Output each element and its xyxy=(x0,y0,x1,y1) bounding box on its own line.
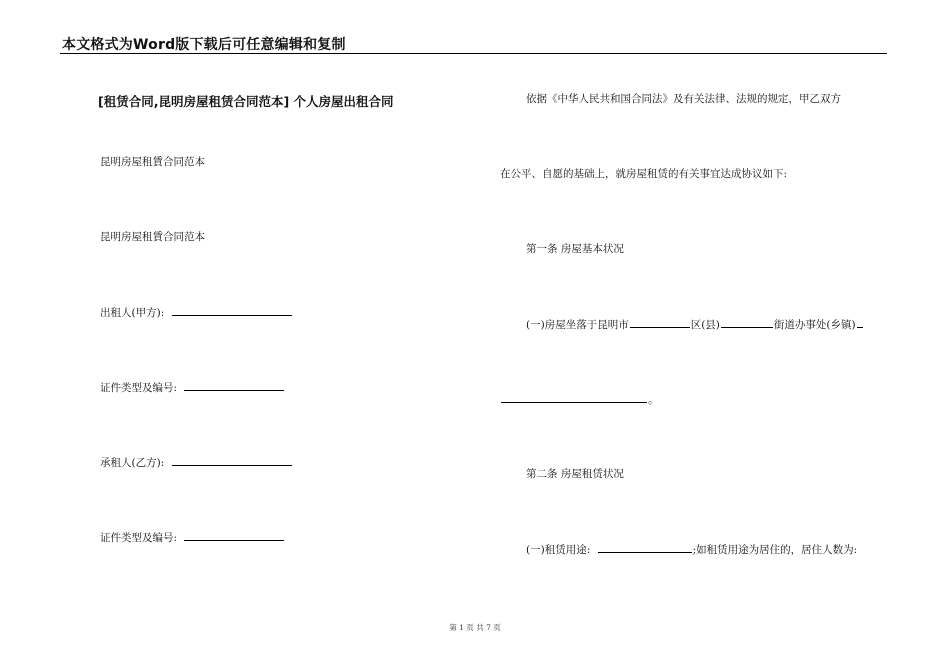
lessee-id-label: 证件类型及编号: xyxy=(100,532,178,544)
subtitle-1: 昆明房屋租賃合同范本 xyxy=(100,156,205,168)
document-title: [租赁合同,昆明房屋租赁合同范本] 个人房屋出租合同 xyxy=(98,94,394,109)
article-1-title: 第一条 房屋基本状况 xyxy=(526,243,624,255)
lessor-blank xyxy=(172,305,292,316)
lessor-id-label: 证件类型及编号: xyxy=(100,382,178,394)
address-blank xyxy=(501,392,647,403)
lessor-label: 出租人(甲方): xyxy=(100,307,165,319)
intro-line-1: 依据《中华人民共和国合同法》及有关法律、法规的规定，甲乙双方 xyxy=(526,93,841,105)
intro-line-2: 在公平、自愿的基础上，就房屋租赁的有关事宜达成协议如下: xyxy=(500,168,788,180)
usage-label: (一)租赁用途: xyxy=(526,544,591,556)
city-blank xyxy=(630,317,690,328)
lessor-id-blank xyxy=(184,380,284,391)
district-label: 区(县) xyxy=(690,319,720,331)
lessee-blank xyxy=(172,455,292,466)
usage-blank xyxy=(598,542,692,553)
header-rule xyxy=(60,53,887,54)
lessee-row xyxy=(100,455,293,470)
lessor-id-row xyxy=(100,380,285,395)
occupants-label: ;如租赁用途为居住的，居住人数为: xyxy=(692,544,858,556)
article-1-item-1-cont xyxy=(500,392,659,407)
article-2-title: 第二条 房屋租赁状况 xyxy=(526,468,624,480)
lessee-id-blank xyxy=(184,530,284,541)
location-city-label: (一)房屋坐落于昆明市 xyxy=(526,319,629,331)
subdistrict-label: 街道办事处(乡镇) xyxy=(773,319,856,331)
word-download-banner: 本文格式为Word版下载后可任意编辑和复制 xyxy=(62,37,346,53)
lessor-row xyxy=(100,305,293,320)
district-blank xyxy=(721,317,773,328)
subdistrict-blank-start xyxy=(857,317,863,328)
address-end: 。 xyxy=(648,394,659,406)
article-1-item-1 xyxy=(526,317,864,332)
article-2-item-1 xyxy=(526,542,857,557)
lessee-id-row xyxy=(100,530,285,545)
lessee-label: 承租人(乙方): xyxy=(100,457,165,469)
subtitle-2: 昆明房屋租賃合同范本 xyxy=(100,231,205,243)
page-number: 第 1 页 共 7 页 xyxy=(449,623,501,632)
